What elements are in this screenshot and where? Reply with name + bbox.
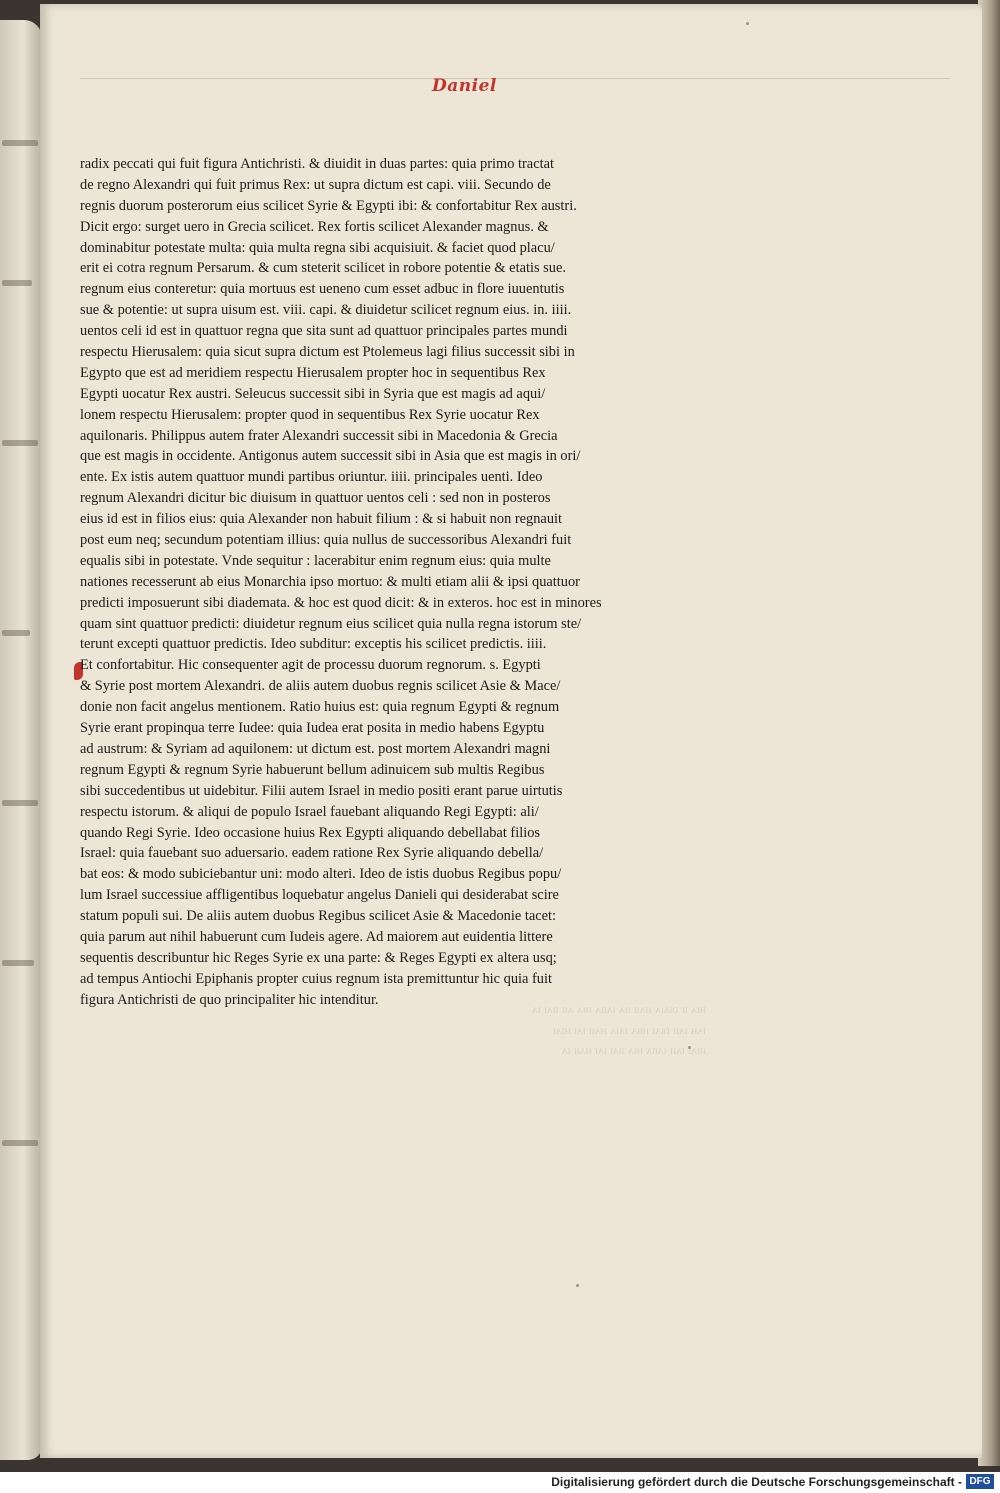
head-rule bbox=[80, 78, 950, 79]
text-line: Et confortabitur. Hic consequenter agit de processu duorum regnorum. s. Egypti bbox=[80, 657, 541, 674]
text-line: donie non facit angelus mentionem. Ratio huius est: quia regnum Egypti & regnum bbox=[80, 699, 560, 716]
text-line: Egypto que est ad meridiem respectu Hierusalem propter hoc in sequentibus Rex bbox=[80, 364, 546, 381]
text-line: quia parum aut nihil habuerunt cum Iudeis agere. Ad maiorem aut euidentia littere bbox=[80, 928, 553, 945]
running-head: Daniel bbox=[432, 76, 497, 96]
text-line: post eum neq; secundum potentiam illius: quia nullus de successoribus Alexandri fuit bbox=[80, 532, 572, 549]
text-line: dominabitur potestate multa: quia multa regna sibi acquisiuit. & faciet quod placu/ bbox=[80, 239, 555, 256]
text-line: erit ei cotra regnum Persarum. & cum steterit scilicet in robore potentie & etatis sue. bbox=[80, 260, 566, 277]
text-column bbox=[80, 154, 702, 1011]
text-line: aquilonaris. Philippus autem frater Alexandri successit sibi in Macedonia & Grecia bbox=[80, 427, 558, 444]
text-line: lonem respectu Hierusalem: propter quod in sequentibus Rex Syrie uocatur Rex bbox=[80, 406, 540, 423]
text-line: regnum Alexandri dicitur bic diuisum in quattuor uentos celi : sed non in posteros bbox=[80, 490, 551, 507]
text-line: regnis duorum posterorum eius scilicet Syrie & Egypti ibi: & confortabitur Rex austri. bbox=[80, 197, 577, 214]
text-line: que est magis in occidente. Antigonus autem successit sibi in Asia que est magis in ori/ bbox=[80, 448, 581, 465]
text-line: Israel: quia fauebant suo aduersario. eadem ratione Rex Syrie aliquando debella/ bbox=[80, 845, 544, 862]
text-line: eius id est in filios eius: quia Alexander non habuit filium : & si habuit non regnauit bbox=[80, 511, 563, 528]
text-line: Syrie erant propinqua terre Iudee: quia Iudea erat posita in medio habens Egyptu bbox=[80, 720, 545, 737]
text-line: ad austrum: & Syriam ad aquilonem: ut dictum est. post mortem Alexandri magni bbox=[80, 740, 551, 757]
footer-credit: Digitalisierung gefördert durch die Deutsche Forschungsgemeinschaft - bbox=[551, 1475, 962, 1489]
text-line: nationes recesserunt ab eius Monarchia ipso mortuo: & multi etiam alii & ipsi quattuor bbox=[80, 573, 580, 590]
page-speck bbox=[576, 1284, 579, 1287]
text-line: bat eos: & modo subiciebantur uni: modo alteri. Ideo de istis duobus Regibus popu/ bbox=[80, 866, 562, 883]
text-line: de regno Alexandri qui fuit primus Rex: ut supra dictum est capi. viii. Secundo de bbox=[80, 176, 551, 193]
text-line: & Syrie post mortem Alexandri. de aliis autem duobus regnis scilicet Asie & Mace/ bbox=[80, 678, 561, 695]
text-line: quam sint quattuor predicti: diuidetur regnum eius scilicet quia nulla regna istorum ste/ bbox=[80, 615, 582, 632]
text-line: ad tempus Antiochi Epiphanis propter cuius regnum ista premittuntur hic quia fuit bbox=[80, 970, 553, 987]
text-line: uentos celi id est in quattuor regna que sita sunt ad quattuor principales partes mundi bbox=[80, 323, 568, 340]
text-line: terunt excepti quattuor predictis. Ideo subditur: exceptis his scilicet predictis. iiii. bbox=[80, 636, 547, 653]
text-line: regnum eius conteretur: quia mortuus est ueneno cum esset adbuc in flore iuuentutis bbox=[80, 281, 565, 298]
text-line: lum Israel successiue affligentibus loquebatur angelus Danieli qui desiderabat scire bbox=[80, 887, 559, 904]
page-speck bbox=[746, 22, 749, 25]
text-line: respectu istorum. & aliqui de populo Israel fauebant aliquando Regi Egypti: ali/ bbox=[80, 803, 539, 820]
text-line: statum populi sui. De aliis autem duobus Regibus scilicet Asie & Macedonie tacet: bbox=[80, 908, 557, 925]
text-line: quando Regi Syrie. Ideo occasione huius Rex Egypti aliquando debellabat filios bbox=[80, 824, 540, 841]
text-line: figura Antichristi de quo principaliter hic intenditur. bbox=[80, 991, 379, 1008]
text-line: radix peccati qui fuit figura Antichristi. & diuidit in duas partes: quia primo tractat bbox=[80, 156, 554, 172]
bleed-through-text: ᴴᴵᴬ ᴵᴵ ᴰᴵᴬᴵᴬ ᴴᴬᴵᴵ ᴵᴵᴬ ᴵᴬᴵᴵᴬ ᴴᴵᴬ ᴬᴵᴵ ᴵᴵᴬᴵ ᴵᴬ ᴵᴬᴴ ᴵᴬᴵᴵ ᴰᴵᴬᴵ ᴴᴵᴵᴬ ᴵᴬᴵᴬ ᴴᴬᴵᴵ ᴵᴬᴵ ᴴᴵᴬᴵ ᴴᴵᴬᴵ ᴵᴬᴴ ᴵᴬᴵᴵᴬ ᴴᴵᴬ ᴵᴵᴬᴵ ᴵᴬᴵ ᴴᴬᴵᴵ ᴵᴬ bbox=[531, 1006, 706, 1062]
facing-page-edge bbox=[0, 20, 42, 1460]
text-line: sue & potentie: ut supra uisum est. viii. capi. & diuidetur scilicet regnum eius. in. iiii. bbox=[80, 302, 572, 319]
page-speck bbox=[688, 1046, 691, 1049]
text-line: sequentis describuntur hic Reges Syrie ex una parte: & Reges Egypti ex altera usq; bbox=[80, 949, 557, 966]
dfg-logo: DFG bbox=[966, 1474, 994, 1489]
text-line: regnum Egypti & regnum Syrie habuerunt bellum adinuicem sub multis Regibus bbox=[80, 761, 545, 778]
text-line: equalis sibi in potestate. Vnde sequitur : lacerabitur enim regnum eius: quia multe bbox=[80, 552, 551, 569]
text-line: Dicit ergo: surget uero in Grecia scilicet. Rex fortis scilicet Alexander magnus. & bbox=[80, 218, 549, 235]
text-line: ente. Ex istis autem quattuor mundi partibus oriuntur. iiii. principales uenti. Ideo bbox=[80, 469, 543, 486]
text-line: sibi succedentibus ut uidebitur. Filii autem Israel in medio positi erant parue uirtutis bbox=[80, 782, 563, 799]
text-line: predicti imposuerunt sibi diademata. & hoc est quod dicit: & in exteros. hoc est in minores bbox=[80, 594, 602, 611]
text-line: respectu Hierusalem: quia sicut supra dictum est Ptolemeus lagi filius successit sibi in bbox=[80, 344, 575, 361]
text-line: Egypti uocatur Rex austri. Seleucus successit sibi in Syria que est magis ad aqui/ bbox=[80, 385, 546, 402]
